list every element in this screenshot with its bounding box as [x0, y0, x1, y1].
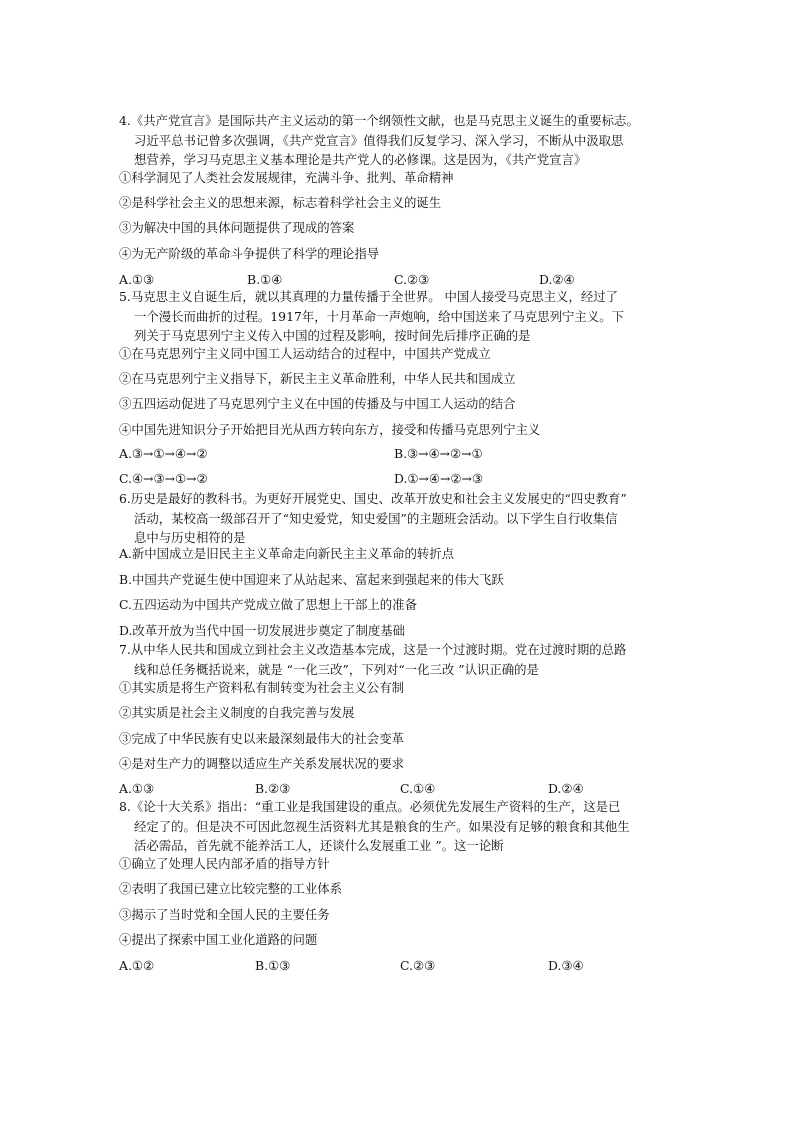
question-number: 8. — [119, 799, 131, 814]
question-number: 4. — [119, 113, 131, 128]
question-6 — [119, 489, 679, 638]
question-number: 5. — [119, 289, 131, 304]
stem-line: 想营养，学习马克思主义基本理论是共产党人的必修课。这是因为，《共产党宣言》 — [134, 152, 587, 167]
question-5 — [119, 287, 679, 486]
stem-line: 历史是最好的教科书。为更好开展党史、国史、改革开放史和社会主义发展史的“四史教育” — [130, 491, 627, 506]
answer-choices — [119, 446, 679, 464]
stem-line: 一个漫长而曲折的过程。1917年，十月革命一声炮响，给中国送来了马克思列宁主义。下 — [134, 308, 624, 324]
stem-line: 经定了的。但是决不可因此忽视生活资料尤其是粮食的生产。如果没有足够的粮食和其他生 — [134, 818, 630, 834]
statement-2: ②表明了我国已建立比较完整的工业体系 — [119, 881, 343, 896]
choice-b[interactable]: B.①③ — [255, 958, 291, 973]
stem-line: 从中华人民共和国成立到社会主义改造基本完成，这是一个过渡时期。党在过渡时期的总路 — [130, 642, 627, 657]
choice-b[interactable]: B.②③ — [255, 781, 291, 796]
choice-c[interactable]: C.②③ — [400, 958, 436, 973]
statement-1: ①确立了处理人民内部矛盾的指导方针 — [119, 856, 330, 871]
choice-b[interactable]: B.①④ — [247, 272, 283, 287]
stem-line: 活动，某校高一级部召开了“知史爱党，知史爱国”的主题班会活动。以下学生自行收集信 — [134, 510, 618, 526]
statement-4: ④为无产阶级的革命斗争提供了科学的理论指导 — [119, 246, 380, 261]
choice-d[interactable]: D.①→④→②→③ — [394, 471, 484, 486]
choice-b[interactable]: B.中国共产党诞生使中国迎来了从站起来、富起来到强起来的伟大飞跃 — [119, 572, 504, 587]
question-stem — [119, 797, 679, 856]
question-stem — [119, 640, 679, 679]
choice-a[interactable]: A.①③ — [119, 272, 155, 287]
statement-4: ④中国先进知识分子开始把目光从西方转向东方，接受和传播马克思列宁主义 — [119, 422, 541, 437]
statement-1: ①其实质是将生产资料私有制转变为社会主义公有制 — [119, 680, 404, 695]
choice-a[interactable]: A.③→①→④→② — [119, 446, 208, 461]
choice-c[interactable]: C.①④ — [400, 781, 436, 796]
question-number: 7. — [119, 642, 131, 657]
question-number: 6. — [119, 491, 131, 506]
stem-line: 息中与历史相符的是 — [134, 530, 246, 545]
answer-choices — [119, 958, 679, 976]
choice-d[interactable]: D.改革开放为当代中国一切发展进步奠定了制度基础 — [119, 623, 406, 638]
choice-d[interactable]: D.②④ — [548, 781, 584, 796]
question-stem — [119, 489, 679, 548]
question-stem — [119, 287, 679, 346]
choice-c[interactable]: C.④→③→①→② — [119, 471, 208, 486]
answer-choices — [119, 471, 679, 489]
statement-1: ①在马克思列宁主义同中国工人运动结合的过程中，中国共产党成立 — [119, 346, 491, 361]
stem-line: 《论十大关系》指出：“重工业是我国建设的重点。必须优先发展生产资料的生产，这是已 — [130, 799, 621, 814]
statement-4: ④提出了探索中国工业化道路的问题 — [119, 932, 318, 947]
statement-2: ②在马克思列宁主义指导下，新民主主义革命胜利，中华人民共和国成立 — [119, 371, 516, 386]
choice-c[interactable]: C.②③ — [394, 272, 430, 287]
statement-1: ①科学洞见了人类社会发展规律，充满斗争、批判、革命精神 — [119, 170, 454, 185]
statement-3: ③五四运动促进了马克思列宁主义在中国的传播及与中国工人运动的结合 — [119, 396, 516, 411]
question-8 — [119, 797, 679, 973]
stem-line: 活必需品，首先就不能养活工人，还谈什么发展重工业 ”。这一论断 — [134, 838, 504, 853]
stem-line: 《共产党宣言》是国际共产主义运动的第一个纲领性文献，也是马克思主义诞生的重要标志。 — [130, 113, 639, 128]
stem-line: 马克思主义自诞生后，就以其真理的力量传播于全世界。 中国人接受马克思主义，经过了 — [130, 289, 619, 304]
choice-c[interactable]: C.五四运动为中国共产党成立做了思想上干部上的准备 — [119, 597, 417, 612]
statement-4: ④是对生产力的调整以适应生产关系发展状况的要求 — [119, 756, 404, 771]
stem-line: 习近平总书记曾多次强调，《共产党宣言》值得我们反复学习、深入学习，不断从中汲取思 — [134, 132, 624, 148]
choice-b[interactable]: B.③→④→②→① — [394, 446, 483, 461]
choice-a[interactable]: A.①③ — [119, 781, 155, 796]
stem-line: 线和总任务概括说来，就是 “一化三改”，下列对“一化三改 ”认识正确的是 — [134, 661, 539, 677]
question-stem — [119, 111, 679, 170]
statement-3: ③揭示了当时党和全国人民的主要任务 — [119, 907, 330, 922]
choice-a[interactable]: A.新中国成立是旧民主主义革命走向新民主主义革命的转折点 — [119, 546, 455, 561]
stem-line: 列关于马克思列宁主义传入中国的过程及影响，按时间先后排序正确的是 — [134, 328, 531, 343]
statement-3: ③为解决中国的具体问题提供了现成的答案 — [119, 220, 355, 235]
choice-d[interactable]: D.②④ — [539, 272, 575, 287]
statement-3: ③完成了中华民族有史以来最深刻最伟大的社会变革 — [119, 731, 404, 746]
question-7 — [119, 640, 679, 796]
question-4 — [119, 111, 679, 287]
statement-2: ②是科学社会主义的思想来源，标志着科学社会主义的诞生 — [119, 195, 442, 210]
choice-a[interactable]: A.①② — [119, 958, 155, 973]
choice-d[interactable]: D.③④ — [548, 958, 584, 973]
statement-2: ②其实质是社会主义制度的自我完善与发展 — [119, 705, 355, 720]
